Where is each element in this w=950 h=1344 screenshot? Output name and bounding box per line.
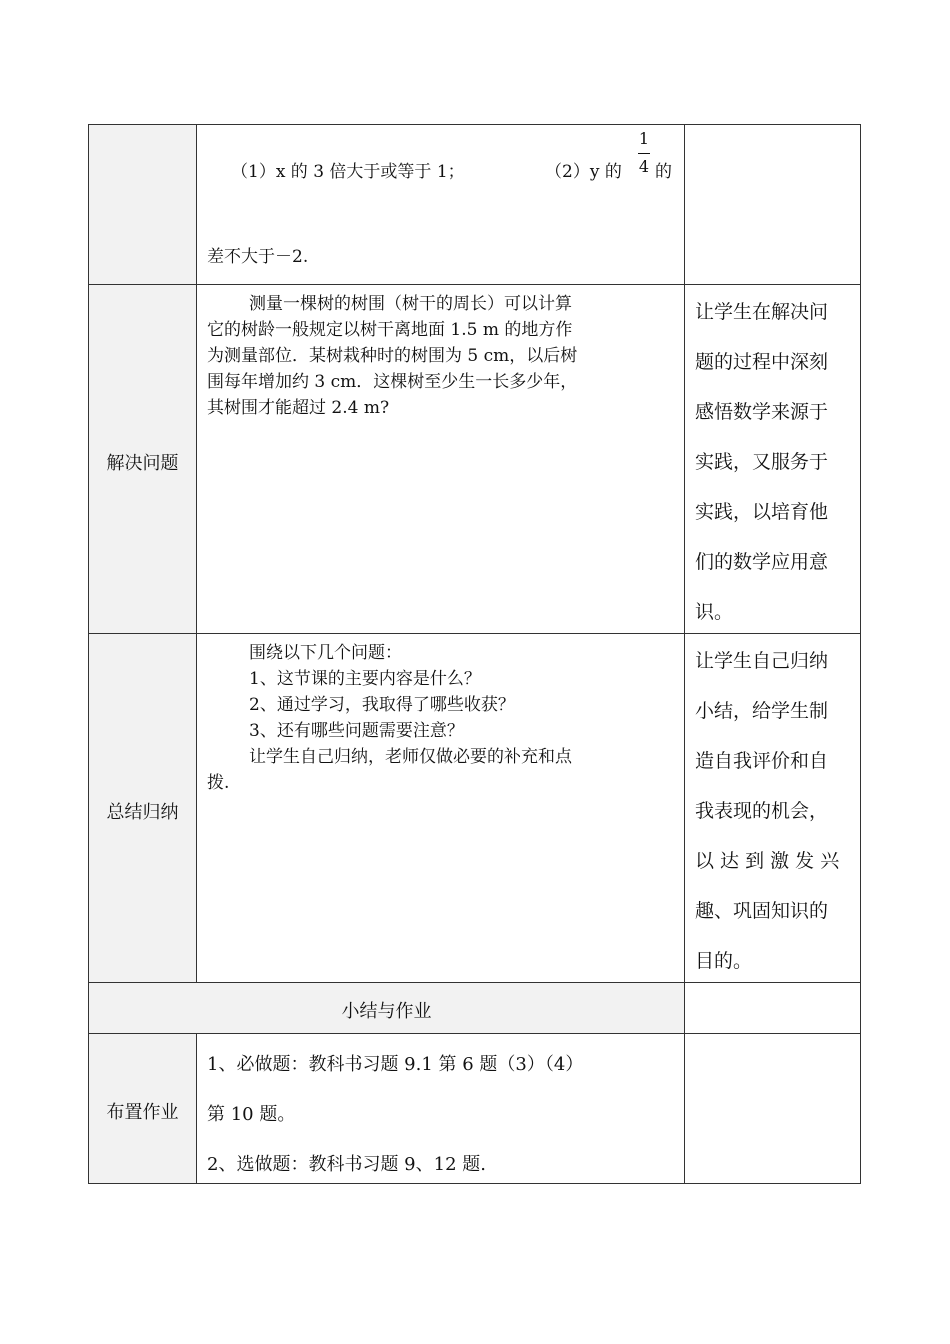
summary-line: 拨. (207, 773, 230, 793)
problem-line: 为测量部位．某树栽种时的树围为 5 cm，以后树 (207, 346, 578, 366)
content-cell (196, 124, 685, 285)
notes-cell (684, 124, 861, 285)
row-label-cell (88, 633, 197, 983)
summary-line: 3、还有哪些问题需要注意？ (249, 721, 464, 741)
row-label: 解决问题 (106, 453, 179, 474)
summary-line: 2、通过学习，我取得了哪些收获？ (249, 695, 515, 715)
notes-text: 让学生在解决问 题的过程中深刻 感悟数学来源于 实践，又服务于 实践，以培育他 们的数学应用意 识。 (695, 301, 829, 623)
row-label: 布置作业 (106, 1102, 179, 1123)
row-label: 总结归纳 (106, 802, 179, 823)
summary-line: 1、这节课的主要内容是什么？ (249, 669, 481, 689)
homework-line: 1、必做题：教科书习题 9.1 第 6 题（3）（4） (207, 1054, 584, 1075)
notes-cell (684, 284, 861, 634)
fraction-bar (638, 153, 650, 154)
table-row (88, 1033, 861, 1184)
content-cell (196, 284, 685, 634)
content-cell (196, 1033, 685, 1184)
problem-line: 其树围才能超过 2.4 m? (207, 398, 390, 418)
problem-line: 测量一棵树的树围（树干的周长）可以计算 (249, 294, 572, 314)
notes-text: 让学生自己归纳 小结，给学生制 造自我评价和自 我表现的机会， 以 达 到 激 发 兴 趣、巩固知识的 目的。 (695, 650, 840, 972)
section-header-cell (88, 982, 685, 1034)
section-header: 小结与作业 (341, 1001, 432, 1022)
table-row (88, 284, 861, 634)
fraction-numerator: 1 (638, 129, 650, 148)
summary-line: 围绕以下几个问题： (249, 643, 402, 663)
homework-line: 2、选做题：教科书习题 9、12 题. (207, 1154, 486, 1175)
exercise-part-2: （2）y 的 (545, 162, 622, 182)
notes-cell (684, 982, 861, 1034)
problem-line: 它的树龄一般规定以树干离地面 1.5 m 的地方作 (207, 320, 573, 340)
notes-cell (684, 633, 861, 983)
table-row (88, 982, 861, 1034)
homework-line: 第 10 题。 (207, 1104, 296, 1125)
problem-line: 围每年增加约 3 cm．这棵树至少生一长多少年， (207, 372, 578, 392)
table-row (88, 633, 861, 983)
row-label-cell (88, 124, 197, 285)
exercise-part-1: （1）x 的 3 倍大于或等于 1； (231, 162, 465, 182)
summary-line: 让学生自己归纳，老师仅做必要的补充和点 (249, 747, 572, 767)
row-label-cell (88, 1033, 197, 1184)
row-label-cell (88, 284, 197, 634)
exercise-part-3: 的 (655, 162, 672, 182)
fraction-denominator: 4 (638, 157, 650, 176)
exercise-line-2: 差不大于－2. (207, 247, 309, 267)
notes-cell (684, 1033, 861, 1184)
content-cell (196, 633, 685, 983)
table-row (88, 124, 861, 285)
